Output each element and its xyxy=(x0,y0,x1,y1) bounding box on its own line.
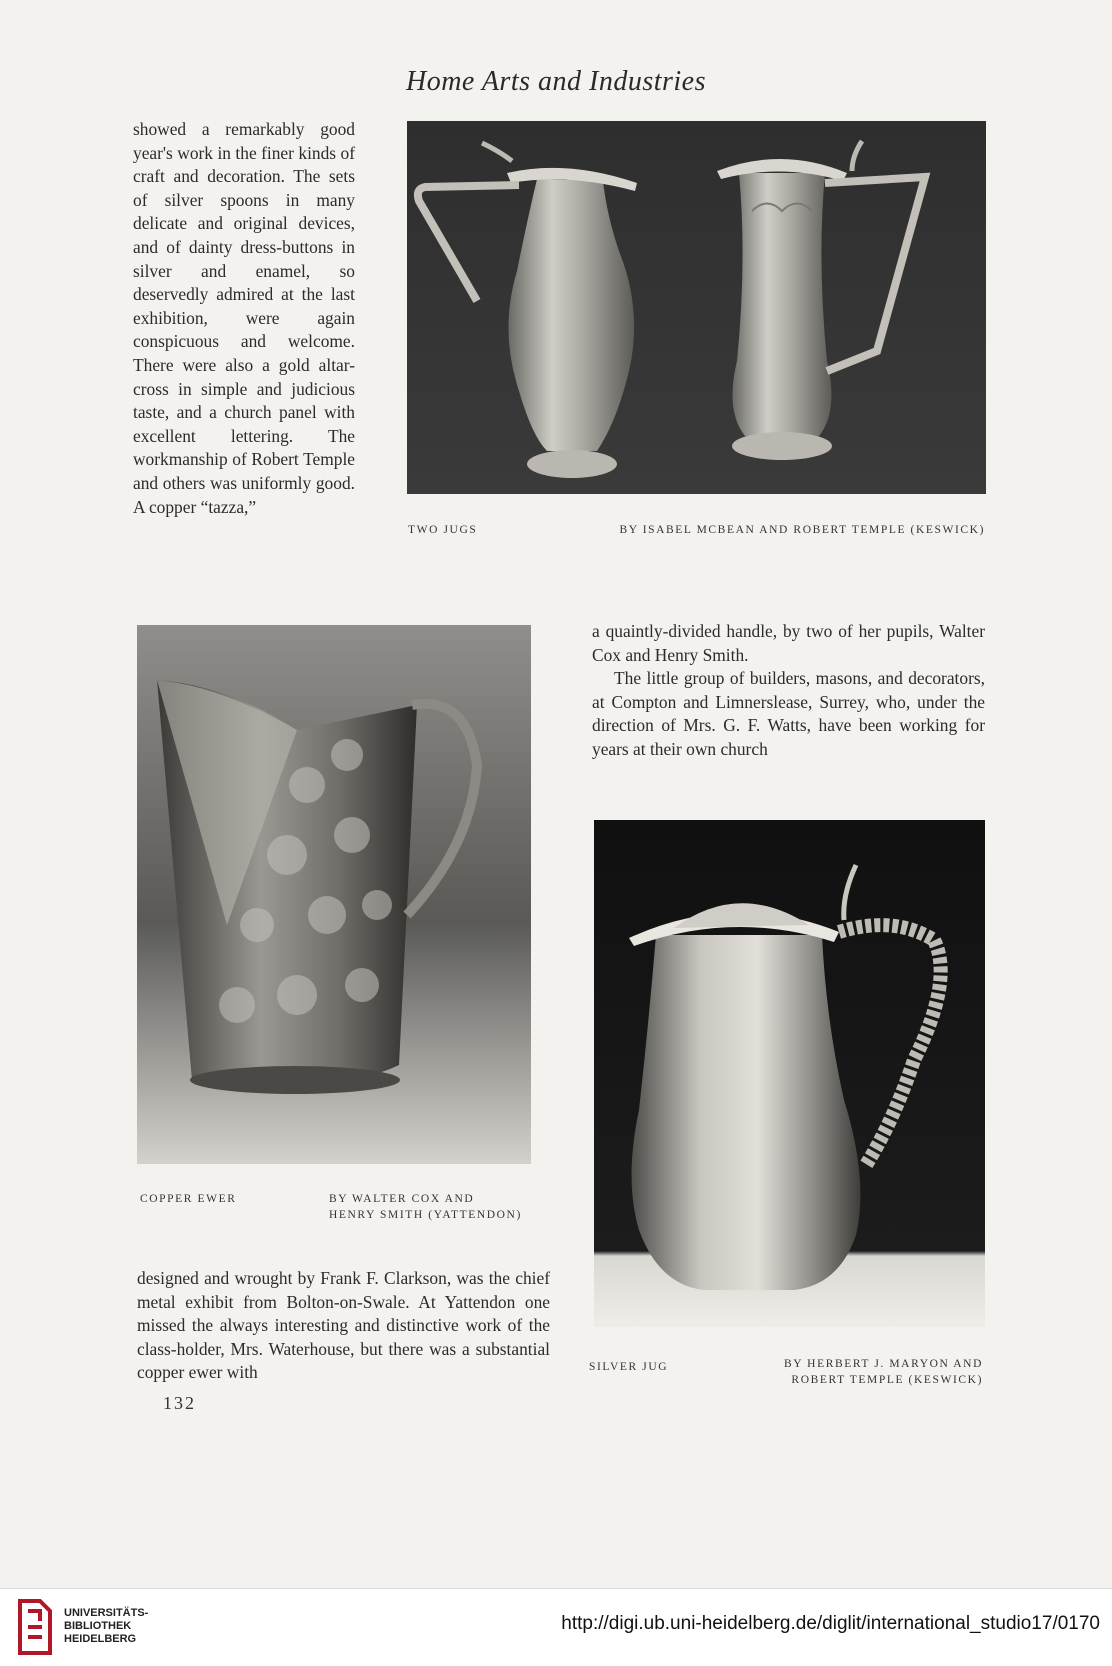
caption-two-jugs-title: TWO JUGS xyxy=(408,524,478,536)
running-head: Home Arts and Industries xyxy=(405,66,707,97)
photo-two-jugs xyxy=(407,121,986,494)
source-url[interactable]: http://digi.ub.uni-heidelberg.de/diglit/international_studio17/0170 xyxy=(561,1613,1100,1634)
library-name-line-1: UNIVERSITÄTS- xyxy=(64,1607,149,1619)
text-column-top-left xyxy=(133,118,355,519)
library-logo-icon xyxy=(14,1597,56,1657)
caption-copper-ewer-credit-2: HENRY SMITH (YATTENDON) xyxy=(329,1209,522,1221)
caption-silver-jug-title: SILVER JUG xyxy=(589,1361,669,1373)
photo-silver-jug xyxy=(594,820,985,1327)
caption-copper-ewer-title: COPPER EWER xyxy=(140,1193,237,1205)
paragraph-bottom-left: designed and wrought by Frank F. Clarkson, was the chief metal exhibit from Bolton-on-Swale. At Yattendon one missed the always interesting and distinctive work of the class-holder, Mrs. Waterhouse, but there was a substantial copper ewer with xyxy=(137,1268,550,1383)
caption-two-jugs-credit: BY ISABEL MCBEAN AND ROBERT TEMPLE (KESWICK) xyxy=(619,524,985,536)
paragraph-right-1: a quaintly-divided handle, by two of her pupils, Walter Cox and Henry Smith. xyxy=(592,621,985,665)
caption-copper-ewer-credit-1: BY WALTER COX AND xyxy=(329,1193,475,1205)
library-name-line-2: BIBLIOTHEK xyxy=(64,1620,132,1632)
photo-copper-ewer xyxy=(137,625,531,1164)
footer-bar xyxy=(0,1588,1112,1666)
text-column-right xyxy=(592,620,985,762)
paragraph-right-2: The little group of builders, masons, and decorators, at Compton and Limnerslease, Surrey, who, under the direction of Mrs. G. F. Watts, have been working for years at their own church xyxy=(592,668,985,759)
text-column-bottom-left xyxy=(137,1267,550,1385)
library-name xyxy=(64,1607,148,1646)
caption-silver-jug-credit-2: ROBERT TEMPLE (KESWICK) xyxy=(791,1374,983,1386)
caption-silver-jug-credit-1: BY HERBERT J. MARYON AND xyxy=(783,1358,983,1370)
library-name-line-3: HEIDELBERG xyxy=(64,1633,137,1645)
paragraph-top-left: showed a remarkably good year's work in the finer kinds of craft and decoration. The sets of silver spoons in many delicate and original devices, and of dainty dress-buttons in silver and enamel, so deservedly admired at the last exhibition, were again conspicuous and welcome. There were also a gold altar-cross in simple and judicious taste, and a church panel with excellent lettering. The workmanship of Robert Temple and others was uniformly good. A copper “tazza,” xyxy=(133,119,355,517)
page-number: 132 xyxy=(163,1393,196,1413)
